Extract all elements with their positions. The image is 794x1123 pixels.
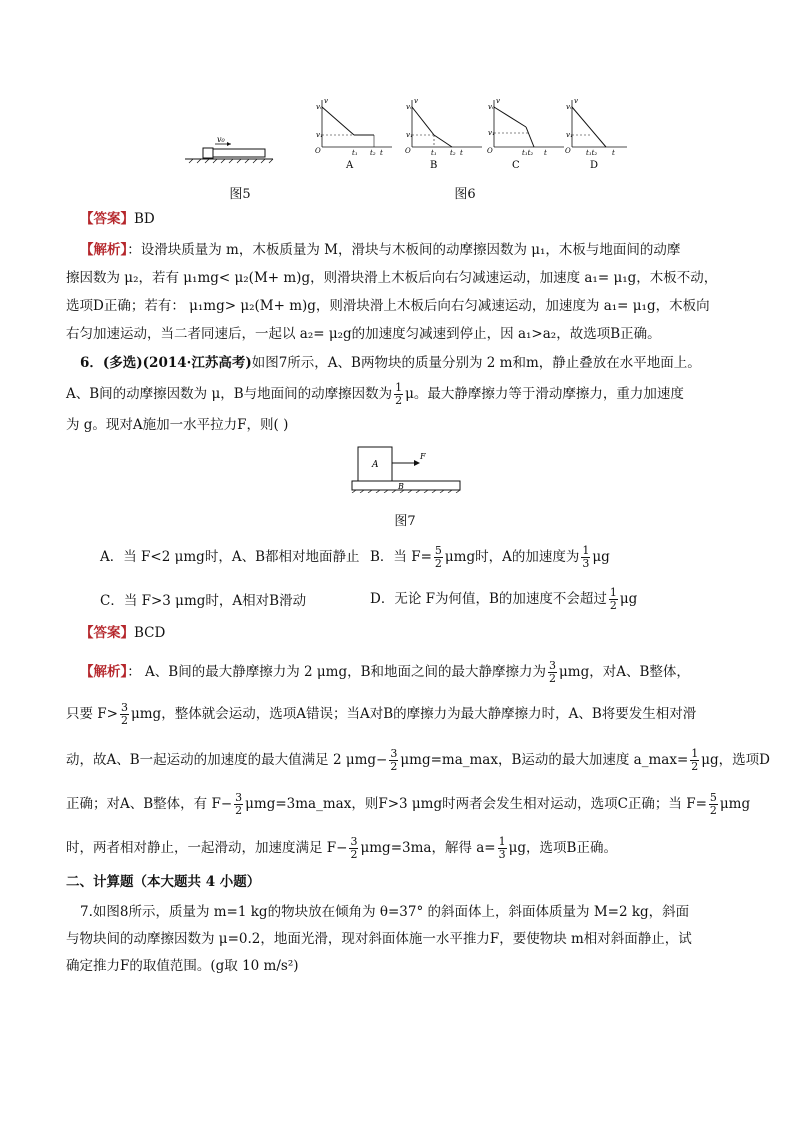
svg-text:t: t — [612, 149, 615, 157]
svg-text:t: t — [380, 149, 383, 157]
svg-text:v₁: v₁ — [566, 131, 573, 139]
fig5-v0-label: v₀ — [217, 135, 225, 144]
q6-analysis-line-4: 正确；对A、B整体，有 F− $\frac{3}{2}$ μmg=3ma_max，则F>3 μmg时两者会发生相对运动，选项C正确；当 F= $\frac{5}{2}$ μmg — [66, 791, 751, 817]
svg-text:v: v — [414, 97, 418, 105]
svg-text:F: F — [420, 452, 426, 461]
graph-b — [405, 97, 482, 171]
svg-text:v₀: v₀ — [316, 103, 323, 111]
svg-text:v₀: v₀ — [488, 103, 495, 111]
svg-text:t₁t₂: t₁t₂ — [522, 149, 534, 157]
q6-option-c: C．当 F>3 μmg时，A相对B滑动 — [100, 593, 307, 609]
q5-analysis-line-4: 右匀加速运动，当二者同速后，一起以 a₂= μ₂g的加速度匀减速到停止，因 a₁>a₂，故选项B正确。 — [66, 326, 661, 342]
q6-stem-line-1: 6．(多选)(2014·江苏高考)如图7所示，A、B两物块的质量分别为 2 m和m，静止叠放在水平地面上。 — [80, 355, 701, 371]
svg-text:v₁: v₁ — [406, 131, 413, 139]
svg-text:t₂: t₂ — [450, 149, 456, 157]
svg-text:B: B — [398, 482, 404, 491]
svg-text:t₁: t₁ — [431, 149, 437, 157]
q6-option-a: A．当 F<2 μmg时，A、B都相对地面静止 — [100, 549, 360, 565]
svg-text:t₂: t₂ — [370, 149, 376, 157]
svg-text:B: B — [430, 160, 438, 171]
svg-text:v₁: v₁ — [316, 131, 323, 139]
q6-analysis-line-5: 时，两者相对静止，一起滑动，加速度满足 F− $\frac{3}{2}$ μmg=3ma，解得 a= $\frac{1}{3}$ μg，选项B正确。 — [66, 835, 617, 861]
svg-text:v: v — [574, 97, 578, 105]
svg-text:v: v — [496, 97, 500, 105]
q6-analysis-line-1: 【解析】： A、B间的最大静摩擦力为 2 μmg，B和地面之间的最大静摩擦力为 $\frac{3}{2}$ μmg，对A、B整体， — [80, 659, 690, 685]
q5-analysis-line-3: 选项D正确；若有： μ₁mg> μ₂(M+ m)g，则滑块滑上木板后向右匀减速运动，加速度为 a₁= μ₁g，木板向 — [66, 298, 710, 314]
svg-text:A: A — [346, 160, 354, 171]
q6-analysis-line-2: 只要 F> $\frac{3}{2}$ μmg，整体就会运动，选项A错误；当A对B的摩擦力为最大静摩擦力时，A、B将要发生相对滑 — [66, 701, 697, 727]
q6-stem-line-3: 为 g。现对A施加一水平拉力F，则( ) — [66, 417, 289, 433]
svg-text:O: O — [405, 147, 411, 155]
q6-option-d: D．无论 F为何值，B的加速度不会超过 $\frac{1}{2}$ μg — [370, 586, 638, 612]
figure-6-graphs — [312, 95, 632, 175]
svg-text:t: t — [460, 149, 463, 157]
svg-text:A: A — [372, 460, 379, 470]
q6-analysis-line-3: 动，故A、B一起运动的加速度的最大值满足 2 μmg− $\frac{3}{2}$ μmg=ma_max，B运动的最大加速度 a_max= $\frac{1}{2}$ μg，选项D — [66, 747, 771, 773]
svg-text:v: v — [324, 97, 328, 105]
figure-6-caption: 图6 — [454, 187, 476, 202]
q7-line-3: 确定推力F的取值范围。(g取 10 m/s²) — [66, 958, 299, 974]
section-2-title: 二、计算题（本大题共 4 小题） — [66, 874, 261, 890]
q5-analysis-line-1: 【解析】：设滑块质量为 m，木板质量为 M，滑块与木板间的动摩擦因数为 μ₁，木板与地面间的动摩 — [80, 242, 681, 258]
svg-text:C: C — [512, 160, 520, 171]
svg-text:v₀: v₀ — [406, 103, 413, 111]
q5-analysis-line-2: 擦因数为 μ₂，若有 μ₁mg< μ₂(M+ m)g，则滑块滑上木板后向右匀减速运动，加速度 a₁= μ₁g，木板不动， — [66, 270, 718, 286]
q5-answer: 【答案】BD — [80, 211, 155, 227]
svg-text:v₁: v₁ — [488, 129, 495, 137]
graph-c — [487, 97, 564, 171]
figure-7-caption: 图7 — [394, 514, 416, 529]
q6-option-b: B．当 F= $\frac{5}{2}$ μmg时，A的加速度为 $\frac{1}{3}$ μg — [370, 544, 610, 570]
graph-a — [315, 97, 392, 171]
q6-stem-line-2: A、B间的动摩擦因数为 μ，B与地面间的动摩擦因数为 $\frac{1}{2}$ μ。最大静摩擦力等于滑动摩擦力，重力加速度 — [66, 381, 684, 407]
svg-text:D: D — [590, 160, 599, 171]
svg-text:t₁t₂: t₁t₂ — [586, 149, 598, 157]
svg-text:O: O — [565, 147, 571, 155]
figure-5-diagram — [185, 135, 275, 170]
q7-line-2: 与物块间的动摩擦因数为 μ=0.2，地面光滑，现对斜面体施一水平推力F，要使物块 m相对斜面静止，试 — [66, 931, 692, 947]
svg-text:t₁: t₁ — [352, 149, 358, 157]
svg-text:t: t — [544, 149, 547, 157]
figure-7-diagram — [348, 443, 466, 493]
svg-text:O: O — [315, 147, 321, 155]
figure-5-caption: 图5 — [229, 187, 251, 202]
svg-text:v₀: v₀ — [566, 103, 573, 111]
q7-line-1: 7.如图8所示，质量为 m=1 kg的物块放在倾角为 θ=37° 的斜面体上，斜面体质量为 M=2 kg，斜面 — [80, 904, 690, 920]
q6-answer: 【答案】BCD — [80, 625, 166, 641]
svg-text:O: O — [487, 147, 493, 155]
graph-d — [565, 97, 627, 171]
